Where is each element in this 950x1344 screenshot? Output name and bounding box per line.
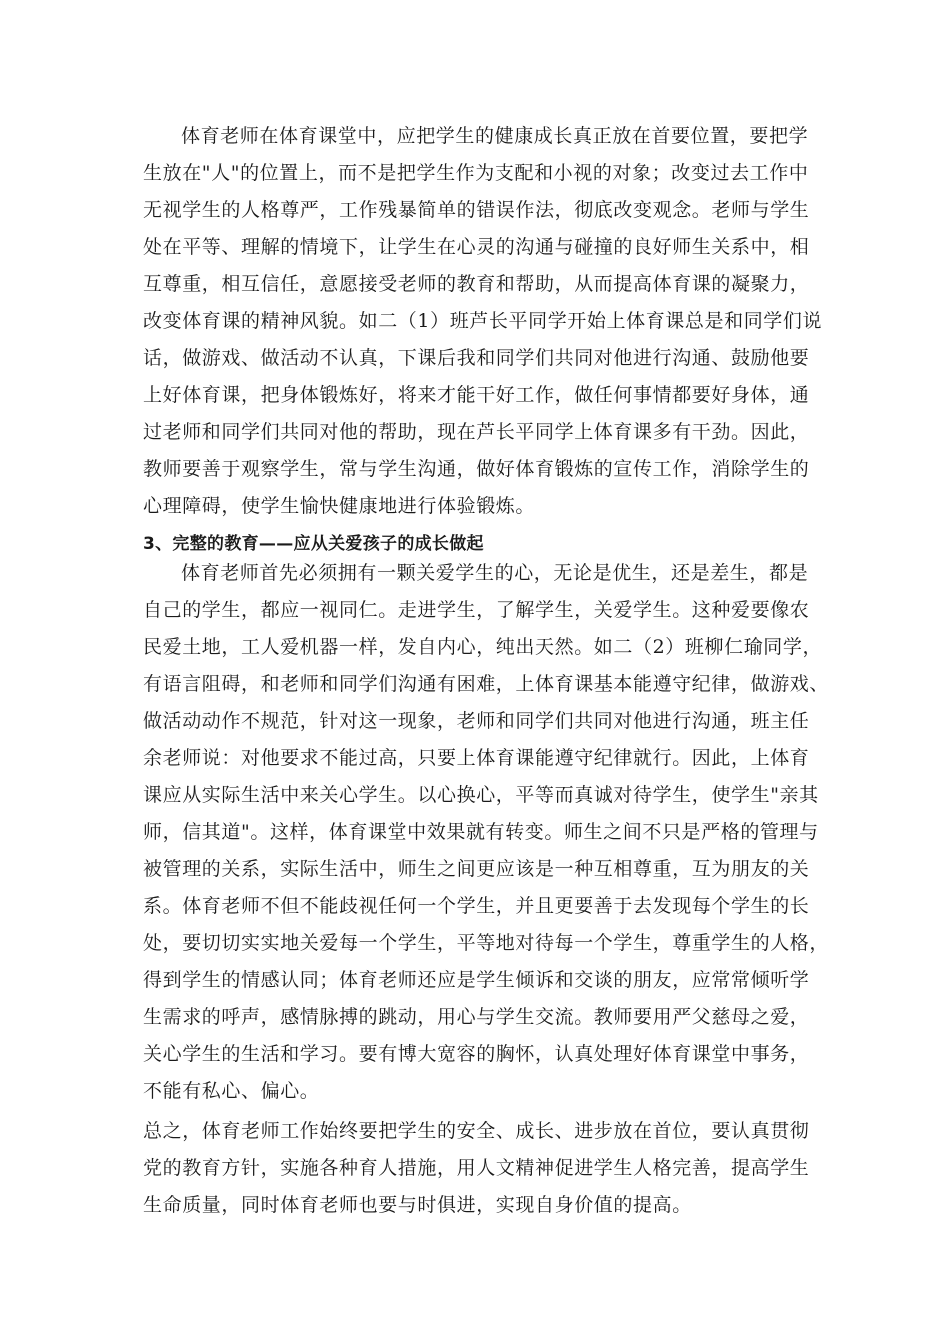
paragraph-1-line: 话，做游戏、做活动不认真，下课后我和同学们共同对他进行沟通、鼓励他要 (143, 347, 810, 369)
section-heading: 3、完整的教育——应从关爱孩子的成长做起 (143, 534, 484, 554)
paragraph-2-line: 得到学生的情感认同；体育老师还应是学生倾诉和交谈的朋友，应常常倾听学 (143, 969, 810, 991)
paragraph-1-line: 教师要善于观察学生，常与学生沟通，做好体育锻炼的宣传工作，消除学生的 (143, 458, 810, 480)
paragraph-3-line: 总之，体育老师工作始终要把学生的安全、成长、进步放在首位，要认真贯彻 (143, 1120, 810, 1142)
paragraph-2-line: 课应从实际生活中来关心学生。以心换心，平等而真诚对待学生，使学生"亲其 (143, 784, 819, 806)
paragraph-2-line: 余老师说：对他要求不能过高，只要上体育课能遵守纪律就行。因此，上体育 (143, 747, 810, 769)
paragraph-1-line: 改变体育课的精神风貌。如二（1）班芦长平同学开始上体育课总是和同学们说 (143, 310, 823, 332)
paragraph-1-line: 体育老师在体育课堂中，应把学生的健康成长真正放在首要位置，要把学 (181, 125, 809, 147)
paragraph-2-line: 体育老师首先必须拥有一颗关爱学生的心，无论是优生，还是差生，都是 (181, 562, 809, 584)
paragraph-1-line: 无视学生的人格尊严，工作残暴简单的错误作法，彻底改变观念。老师与学生 (143, 199, 810, 221)
paragraph-2-line: 做活动动作不规范，针对这一现象，老师和同学们共同对他进行沟通，班主任 (143, 710, 810, 732)
paragraph-1-line: 过老师和同学们共同对他的帮助，现在芦长平同学上体育课多有干劲。因此， (143, 421, 810, 443)
paragraph-2-line: 处，要切切实实地关爱每一个学生，平等地对待每一个学生，尊重学生的人格， (143, 932, 830, 954)
paragraph-1-line: 互尊重，相互信任，意愿接受老师的教育和帮助，从而提高体育课的凝聚力， (143, 273, 810, 295)
paragraph-2-line: 有语言阻碍，和老师和同学们沟通有困难，上体育课基本能遵守纪律，做游戏、 (143, 673, 830, 695)
paragraph-1-line: 生放在"人"的位置上，而不是把学生作为支配和小视的对象；改变过去工作中 (143, 162, 809, 184)
paragraph-2-line: 自己的学生，都应一视同仁。走进学生，了解学生，关爱学生。这种爱要像农 (143, 599, 810, 621)
paragraph-2-line: 师，信其道"。这样，体育课堂中效果就有转变。师生之间不只是严格的管理与 (143, 821, 819, 843)
paragraph-2-line: 生需求的呼声，感情脉搏的跳动，用心与学生交流。教师要用严父慈母之爱， (143, 1006, 810, 1028)
paragraph-2-line: 不能有私心、偏心。 (143, 1080, 320, 1102)
paragraph-3-line: 生命质量，同时体育老师也要与时俱进，实现自身价值的提高。 (143, 1194, 692, 1216)
paragraph-1-line: 上好体育课，把身体锻炼好，将来才能干好工作，做任何事情都要好身体，通 (143, 384, 810, 406)
paragraph-2-line: 被管理的关系，实际生活中，师生之间更应该是一种互相尊重，互为朋友的关 (143, 858, 810, 880)
paragraph-1-line: 处在平等、理解的情境下，让学生在心灵的沟通与碰撞的良好师生关系中，相 (143, 236, 810, 258)
paragraph-1-line: 心理障碍，使学生愉快健康地进行体验锻炼。 (143, 495, 536, 517)
paragraph-2-line: 民爱土地，工人爱机器一样，发自内心，纯出天然。如二（2）班柳仁瑜同学， (143, 636, 823, 658)
paragraph-2-line: 系。体育老师不但不能歧视任何一个学生，并且更要善于去发现每个学生的长 (143, 895, 810, 917)
paragraph-2-line: 关心学生的生活和学习。要有博大宽容的胸怀，认真处理好体育课堂中事务， (143, 1043, 810, 1065)
paragraph-3-line: 党的教育方针，实施各种育人措施，用人文精神促进学生人格完善，提高学生 (143, 1157, 810, 1179)
